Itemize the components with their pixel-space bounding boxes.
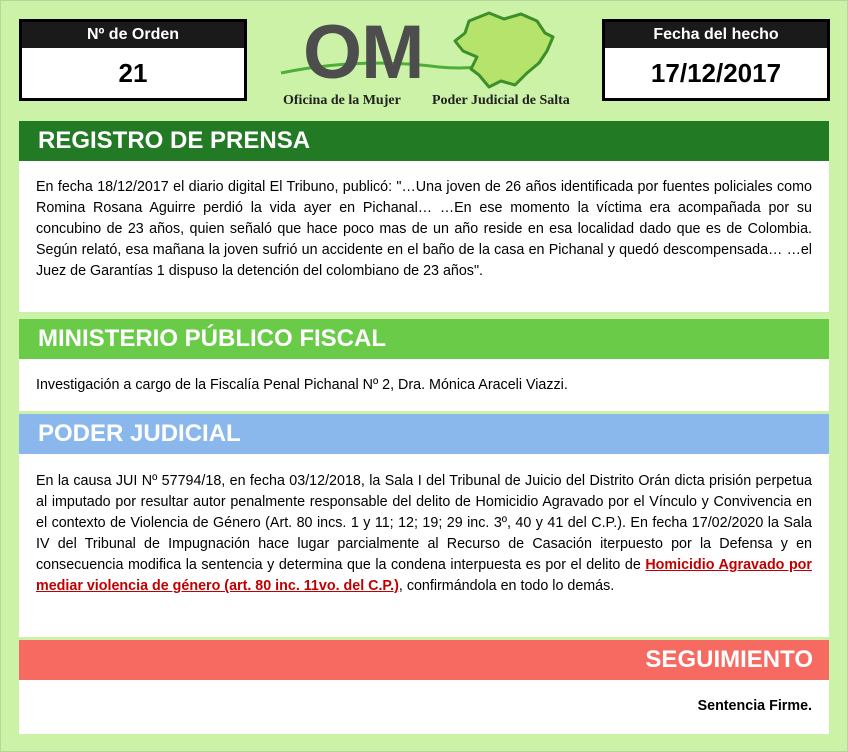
logo-om-text: OM	[303, 10, 424, 95]
section-title-prensa: REGISTRO DE PRENSA	[19, 121, 829, 161]
om-logo	[279, 11, 579, 115]
section-body-prensa: En fecha 18/12/2017 el diario digital El Tribuno, publicó: "…Una joven de 26 años identificada por fuentes policiales como Romina Rosana Aguirre perdió la vida ayer en Pichanal… …En ese momento la víctima era acompañada por su concubino de 23 años, quien señaló que hace poco mas de un año reside en esa localidad dado que es de Colombia. Según relató, esa mañana la joven sufrió un accidente en el baño de la casa en Pichanal y quedó descompensada… …el Juez de Garantías 1 dispuso la detención del colombiano de 23 años".	[19, 161, 829, 312]
logo-subtitle-poder: Poder Judicial de Salta	[432, 93, 570, 108]
order-number-label: Nº de Orden	[22, 22, 244, 48]
order-number-value: 21	[22, 48, 244, 98]
section-body-judicial	[19, 454, 829, 637]
judicial-text-before: En la causa JUI Nº 57794/18, en fecha 03/12/2018, la Sala I del Tribunal de Juicio del Distrito Orán dicta prisión perpetua al imputado por resultar autor penalmente responsable del delito de Homicidio Agravado por el Vínculo y Convivencia en el contexto de Violencia de Género (Art. 80 incs. 1 y 11; 12; 19; 29 inc. 3º, 40 y 41 del C.P.). En fecha 17/02/2020 la Sala IV del Tribunal de Impugnación hace lugar parcialmente al Recurso de Casación iterpuesto por la Defensa y en consecuencia modifica la sentencia y determina que la condena interpuesta es por el delito de	[36, 473, 812, 573]
order-number-box	[19, 19, 247, 101]
section-body-seguimiento: Sentencia Firme.	[19, 680, 829, 734]
judicial-text-after: , confirmándola en todo lo demás.	[398, 578, 615, 594]
section-title-fiscal: MINISTERIO PÚBLICO FISCAL	[19, 319, 829, 359]
section-title-seguimiento: SEGUIMIENTO	[19, 640, 829, 680]
event-date-label: Fecha del hecho	[605, 22, 827, 48]
section-title-judicial: PODER JUDICIAL	[19, 414, 829, 454]
offense-link[interactable]: Homicidio Agravado por mediar violencia de género (art. 80 inc. 11vo. del C.P.)	[36, 557, 812, 594]
salta-map-icon	[449, 11, 559, 91]
logo-subtitle-oficina: Oficina de la Mujer	[283, 93, 401, 108]
section-body-fiscal: Investigación a cargo de la Fiscalía Penal Pichanal Nº 2, Dra. Mónica Araceli Viazzi.	[19, 359, 829, 411]
event-date-value: 17/12/2017	[605, 48, 827, 98]
event-date-box	[602, 19, 830, 101]
